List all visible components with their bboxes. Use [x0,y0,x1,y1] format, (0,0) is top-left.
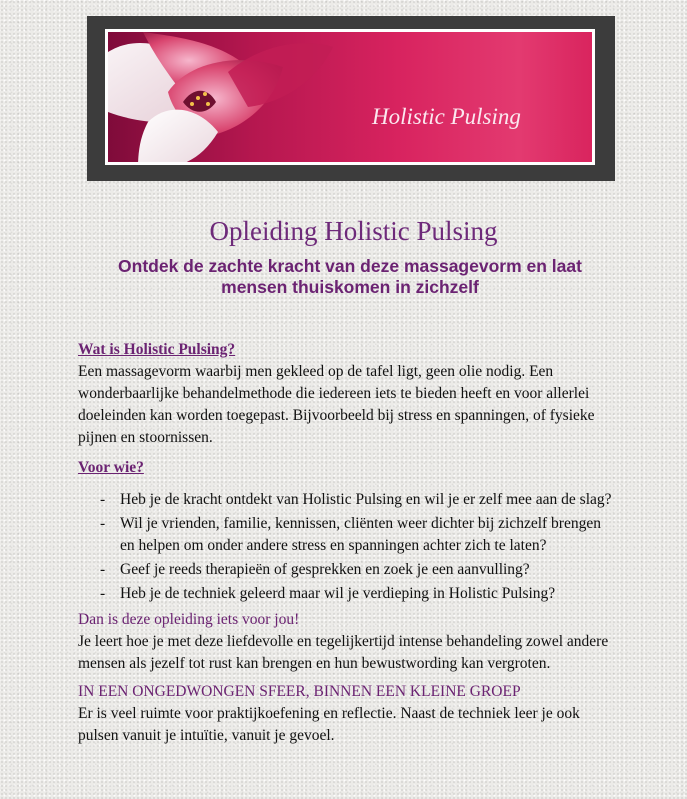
section-heading-what: Wat is Holistic Pulsing? [78,341,236,358]
list-item-text: Heb je de kracht ontdekt van Holistic Pulsing en wil je er zelf mee aan de slag? [120,491,612,508]
dash-bullet: - [100,515,106,532]
list-item [78,489,618,511]
list-item [78,583,618,605]
list-item [78,513,618,557]
banner-frame [87,16,615,181]
content [78,339,618,747]
section-heading-for-you: Dan is deze opleiding iets voor jou! [78,611,300,628]
banner [105,29,595,165]
list-item-text: Heb je de techniek geleerd maar wil je verdieping in Holistic Pulsing? [120,585,556,602]
section-heading-atmosphere: IN EEN ONGEDWONGEN SFEER, BINNEN EEN KLEINE GROEP [78,683,521,700]
dash-bullet: - [100,561,106,578]
list-item [78,559,618,581]
section-text-what: Een massagevorm waarbij men gekleed op de tafel ligt, geen olie nodig. Een wonderbaarlijke behandelmethode die iedereen iets te bieden heeft en voor allerlei doeleinden kan worden toegepast. Bijvoorbeeld bij stress en spanningen, of fysieke pijnen en stoornissen. [78,363,595,446]
dash-bullet: - [100,585,106,602]
page-title: Opleiding Holistic Pulsing [209,216,498,246]
section-text-atmosphere: Er is veel ruimte voor praktijkoefening en reflectie. Naast de techniek leer je ook pulsen vanuit je intuïtie, vanuit je gevoel. [78,705,580,744]
section-text-for-you: Je leert hoe je met deze liefdevolle en tegelijkertijd intense behandeling zowel andere mensen als jezelf tot rust kan brengen en hun bewustwording kan vergroten. [78,633,609,672]
page-subtitle: Ontdek de zachte kracht van deze massagevorm en laat mensen thuiskomen in zichzelf [118,256,582,297]
list-item-text: Wil je vrienden, familie, kennissen, cliënten weer dichter bij zichzelf brengen en helpen om onder andere stress en spanningen achter zich te laten? [120,515,601,554]
audience-list [78,489,618,605]
magnolia-flower-image [108,32,348,165]
section-heading-who: Voor wie? [78,459,144,476]
dash-bullet: - [100,491,106,508]
banner-title: Holistic Pulsing [372,104,521,129]
list-item-text: Geef je reeds therapieën of gesprekken en zoek je een aanvulling? [120,561,530,578]
